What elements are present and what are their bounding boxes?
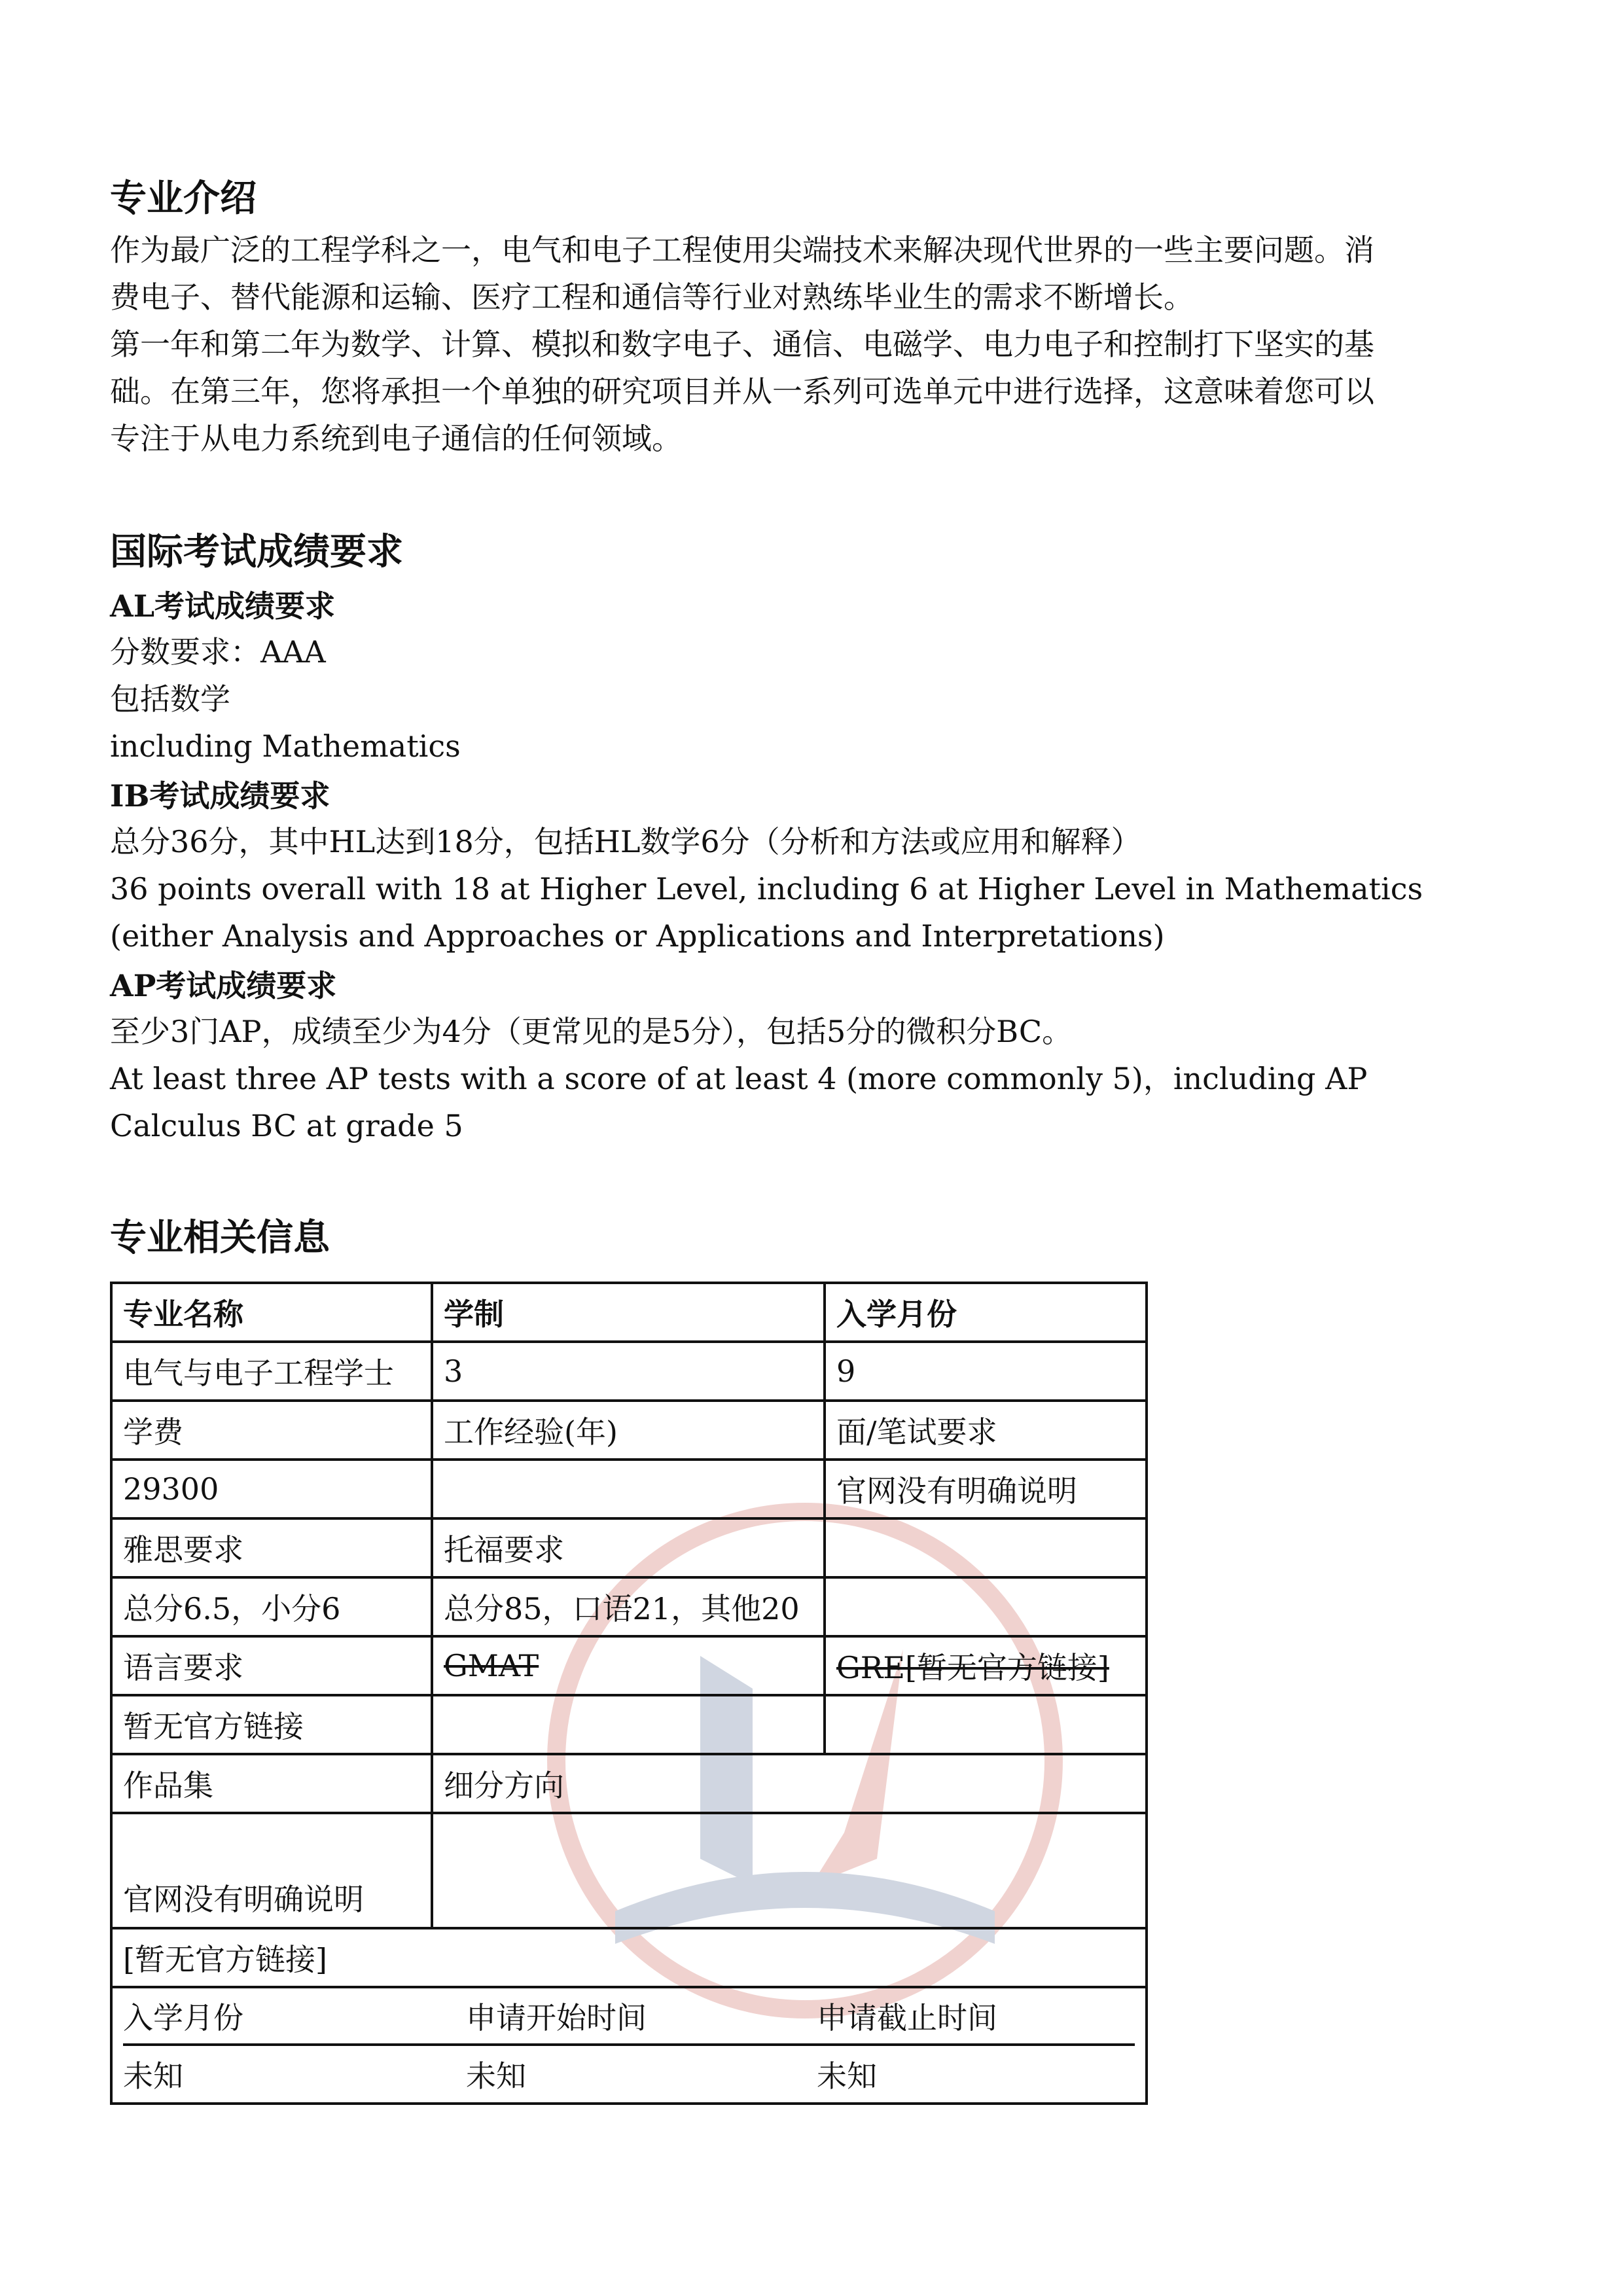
table-row	[111, 1928, 1147, 1987]
table-row	[111, 1283, 1147, 1342]
empty-cell	[825, 1518, 1147, 1577]
toefl-value: 总分85，口语21，其他20	[432, 1577, 825, 1636]
ap-line-1: 至少3门AP，成绩至少为4分（更常见的是5分），包括5分的微积分BC。	[110, 1014, 1073, 1049]
exams-title: 国际考试成绩要求	[110, 530, 403, 573]
application-dates-row	[113, 2046, 1145, 2102]
direction-value	[432, 1813, 1147, 1928]
ap-line-3: Calculus BC at grade 5	[110, 1108, 463, 1143]
sub-intake-month-value: 未知	[123, 2058, 183, 2094]
empty-cell	[825, 1695, 1147, 1754]
ielts-label: 雅思要求	[111, 1518, 432, 1577]
work-experience-label: 工作经验(年)	[432, 1401, 825, 1460]
empty-cell	[432, 1695, 825, 1754]
ib-line-3: (either Analysis and Approaches or Applications and Interpretations)	[110, 918, 1165, 954]
portfolio-label: 作品集	[111, 1754, 432, 1813]
tuition-label: 学费	[111, 1401, 432, 1460]
gre-label: GRE[暂无官方链接]	[825, 1636, 1147, 1695]
info-table	[110, 1282, 1148, 2105]
intro-line: 专注于从电力系统到电子通信的任何领域。	[110, 421, 682, 456]
intro-line: 础。在第三年，您将承担一个单独的研究项目并从一系列可选单元中进行选择，这意味着您可以	[110, 374, 1374, 409]
empty-cell	[825, 1577, 1147, 1636]
al-line-1: 分数要求：AAA	[110, 634, 326, 670]
ielts-value: 总分6.5，小分6	[111, 1577, 432, 1636]
al-heading: AL考试成绩要求	[110, 588, 336, 624]
table-row	[111, 1577, 1147, 1636]
header-major-name: 专业名称	[111, 1283, 432, 1342]
ap-line-2: At least three AP tests with a score of at least 4 (more commonly 5)，including AP	[110, 1061, 1368, 1096]
intro-paragraph	[110, 226, 1517, 462]
intro-line: 第一年和第二年为数学、计算、模拟和数字电子、通信、电磁学、电力电子和控制打下坚实的基	[110, 327, 1374, 362]
al-line-3: including Mathematics	[110, 728, 461, 764]
sub-close-date-value: 未知	[817, 2058, 877, 2094]
table-row	[111, 1518, 1147, 1577]
table-row	[111, 1342, 1147, 1401]
table-row	[111, 1987, 1147, 2104]
language-link-note: 暂无官方链接	[111, 1695, 432, 1754]
ap-heading: AP考试成绩要求	[110, 968, 337, 1003]
major-name-value: 电气与电子工程学士	[111, 1342, 432, 1401]
gmat-label: GMAT	[432, 1636, 825, 1695]
portfolio-value: 官网没有明确说明	[111, 1813, 432, 1928]
header-duration: 学制	[432, 1283, 825, 1342]
table-row	[111, 1460, 1147, 1518]
toefl-label: 托福要求	[432, 1518, 825, 1577]
work-experience-value	[432, 1460, 825, 1518]
ib-heading: IB考试成绩要求	[110, 778, 330, 814]
sub-header-open-date: 申请开始时间	[466, 2000, 647, 2036]
ib-line-2: 36 points overall with 18 at Higher Level, including 6 at Higher Level in Mathematics	[110, 871, 1423, 906]
sub-open-date-value: 未知	[466, 2058, 526, 2094]
al-line-2: 包括数学	[110, 681, 230, 717]
table-row	[111, 1636, 1147, 1695]
tuition-value: 29300	[111, 1460, 432, 1518]
header-intake-month: 入学月份	[825, 1283, 1147, 1342]
table-row	[111, 1754, 1147, 1813]
direction-label: 细分方向	[432, 1754, 1147, 1813]
interview-value: 官网没有明确说明	[825, 1460, 1147, 1518]
duration-value: 3	[432, 1342, 825, 1401]
table-row	[111, 1401, 1147, 1460]
language-requirement-label: 语言要求	[111, 1636, 432, 1695]
application-dates	[111, 1987, 1147, 2104]
table-row	[111, 1695, 1147, 1754]
intake-month-value: 9	[825, 1342, 1147, 1401]
table-row	[111, 1813, 1147, 1928]
intro-line: 作为最广泛的工程学科之一，电气和电子工程使用尖端技术来解决现代世界的一些主要问题。消	[110, 232, 1374, 268]
intro-line: 费电子、替代能源和运输、医疗工程和通信等行业对熟练毕业生的需求不断增长。	[110, 279, 1194, 315]
sub-header-close-date: 申请截止时间	[817, 2000, 997, 2036]
application-dates-header	[123, 1988, 1135, 2046]
info-title: 专业相关信息	[110, 1216, 330, 1259]
interview-label: 面/笔试要求	[825, 1401, 1147, 1460]
ib-line-1: 总分36分，其中HL达到18分，包括HL数学6分（分析和方法或应用和解释）	[110, 824, 1141, 859]
intro-title: 专业介绍	[110, 177, 257, 220]
sub-header-intake-month: 入学月份	[123, 2000, 243, 2036]
official-link-note: [暂无官方链接]	[111, 1928, 1147, 1987]
